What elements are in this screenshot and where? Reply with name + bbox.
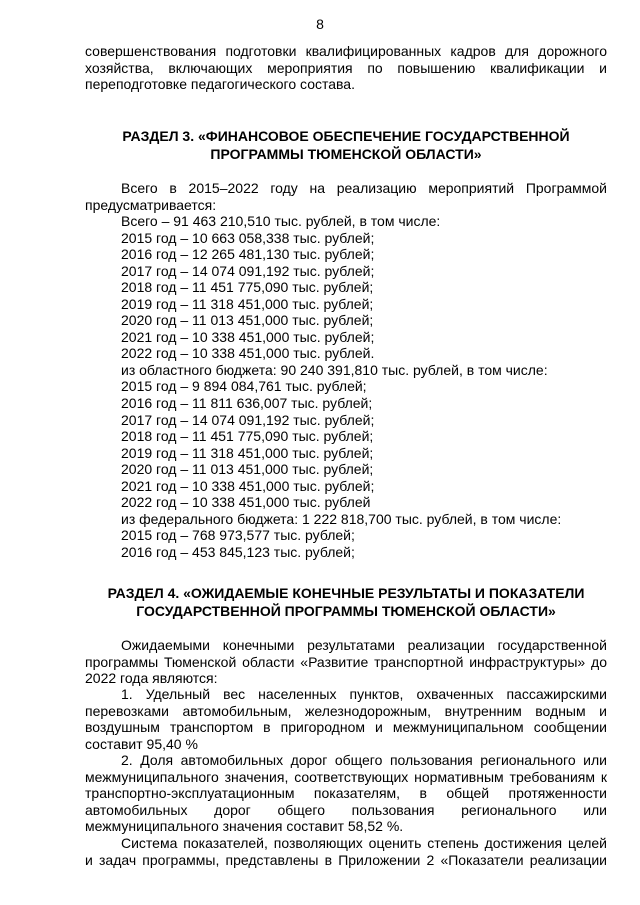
heading-line: ГОСУДАРСТВЕННОЙ ПРОГРАММЫ ТЮМЕНСКОЙ ОБЛАСТИ» [136,603,556,619]
section-4-paragraph-2 [85,686,607,752]
text-line: перевозками автомобильным, железнодорожным, внутренним водным и [85,702,607,719]
text-line: 2. Доля автомобильных дорог общего пользования регионального или [121,752,607,768]
funding-line: 2022 год – 10 338 451,000 тыс. рублей [121,494,371,511]
funding-line: 2016 год – 12 265 481,130 тыс. рублей; [121,246,375,263]
funding-line: 2016 год – 453 845,123 тыс. рублей; [121,543,355,560]
page-number: 8 [316,16,324,32]
text-line: Система показателей, позволяющих оценить степень достижения целей [121,835,607,851]
text-line: совершенствования подготовки квалифицированных кадров для дорожного [85,43,607,59]
text-line: транспортно-эксплуатационным показателям, в общей протяженности [85,785,607,802]
text-line: межмуниципального значения составит 58,52 %. [85,818,404,835]
funding-list [121,213,607,560]
funding-line: 2020 год – 11 013 451,000 тыс. рублей; [121,461,374,478]
funding-line: 2022 год – 10 338 451,000 тыс. рублей. [121,345,375,362]
text-line: межмуниципального значения, соответствующих нормативным требованиям к [85,768,607,785]
text-line: 2022 года являются: [85,670,218,687]
funding-line: из областного бюджета: 90 240 391,810 тыс. рублей, в том числе: [121,361,548,378]
text-line: 1. Удельный вес населенных пунктов, охваченных пассажирскими [121,686,607,702]
funding-line: 2015 год – 768 973,577 тыс. рублей; [121,527,355,544]
text-line: и задач программы, представлены в Приложении 2 «Показатели реализации [85,851,607,868]
heading-line: РАЗДЕЛ 3. «ФИНАНСОВОЕ ОБЕСПЕЧЕНИЕ ГОСУДАРСТВЕННОЙ [122,128,570,144]
text-line: Ожидаемыми конечными результатами реализации государственной [121,637,607,653]
funding-line: Всего – 91 463 210,510 тыс. рублей, в том числе: [121,213,441,229]
funding-line: 2015 год – 10 663 058,338 тыс. рублей; [121,229,375,246]
intro-paragraph [85,43,607,93]
section-3-heading [85,127,607,163]
heading-line: ПРОГРАММЫ ТЮМЕНСКОЙ ОБЛАСТИ» [210,146,482,162]
funding-line: 2018 год – 11 451 775,090 тыс. рублей; [121,428,374,445]
funding-line: 2018 год – 11 451 775,090 тыс. рублей; [121,279,374,296]
text-line: программы Тюменской области «Развитие транспортной инфраструктуры» до [85,653,607,670]
funding-line: из федерального бюджета: 1 222 818,700 тыс. рублей, в том числе: [121,510,562,527]
heading-line: РАЗДЕЛ 4. «ОЖИДАЕМЫЕ КОНЕЧНЫЕ РЕЗУЛЬТАТЫ И ПОКАЗАТЕЛИ [107,585,585,601]
text-line: переподготовке педагогического состава. [85,76,355,93]
funding-line: 2019 год – 11 318 451,000 тыс. рублей; [121,444,374,461]
text-line: автомобильных дорог общего пользования регионального или [85,801,607,818]
text-line: Всего в 2015–2022 году на реализацию мероприятий Программой [121,180,607,196]
section-4-paragraph-4 [85,835,607,868]
text-line: воздушным транспортом в пригородном и межмуниципальном сообщении [85,719,607,736]
section-4-paragraph-3 [85,752,607,835]
funding-line: 2016 год – 11 811 636,007 тыс. рублей; [121,395,373,412]
text-line: хозяйства, включающих мероприятия по повышению квалификации и [85,59,607,76]
text-line: составит 95,40 % [85,735,198,752]
funding-line: 2020 год – 11 013 451,000 тыс. рублей; [121,312,374,329]
funding-line: 2017 год – 14 074 091,192 тыс. рублей; [121,411,375,428]
section-3-intro [85,180,607,213]
funding-line: 2021 год – 10 338 451,000 тыс. рублей; [121,328,375,345]
section-4-heading [85,584,607,620]
funding-line: 2017 год – 14 074 091,192 тыс. рублей; [121,262,375,279]
funding-line: 2015 год – 9 894 084,761 тыс. рублей; [121,378,367,395]
section-4-paragraph-1 [85,637,607,687]
funding-line: 2021 год – 10 338 451,000 тыс. рублей; [121,477,375,494]
text-line: предусматривается: [85,196,217,213]
funding-line: 2019 год – 11 318 451,000 тыс. рублей; [121,295,374,312]
